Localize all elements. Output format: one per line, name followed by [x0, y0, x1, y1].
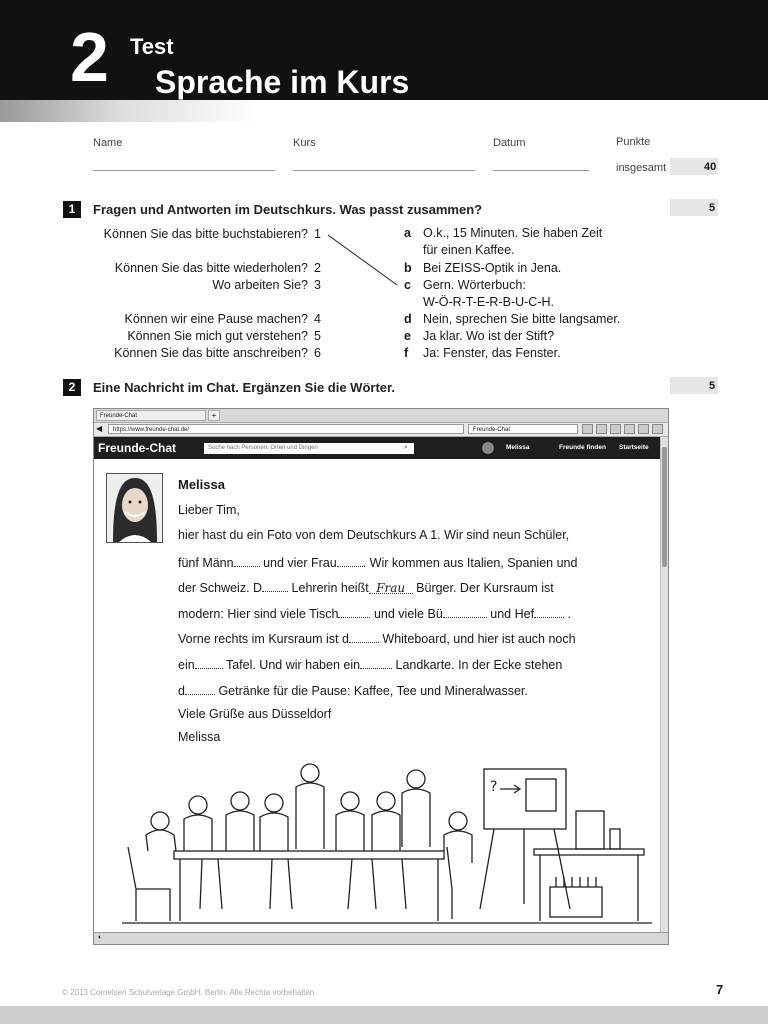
answer-b-letter: b — [404, 261, 412, 275]
answer-c-text-2: W-Ö-R-T-E-R-B-U-C-H. — [423, 295, 554, 309]
message-line-6 — [178, 656, 562, 672]
bookmark-icon[interactable] — [610, 424, 621, 434]
gap-5[interactable] — [338, 605, 370, 618]
line-4-part-a: modern: Hier sind viele Tisch — [178, 607, 339, 621]
message-line-7 — [178, 682, 528, 698]
answer-c-text: Gern. Wörterbuch: — [423, 278, 526, 292]
site-logo[interactable]: Freunde-Chat — [98, 441, 176, 455]
new-tab-button[interactable]: + — [208, 410, 220, 421]
page-title: Sprache im Kurs — [155, 64, 410, 100]
line-3-part-b: Lehrerin heißt — [291, 581, 369, 595]
handwritten-answer: Frau — [376, 581, 406, 595]
download-icon[interactable] — [582, 424, 593, 434]
settings-icon[interactable] — [652, 424, 663, 434]
punkte-label: Punkte — [616, 136, 651, 148]
question-1: Können Sie das bitte buchstabieren? — [103, 227, 308, 241]
gap-4[interactable] — [369, 581, 413, 594]
answer-e-letter: e — [404, 329, 411, 343]
total-points: 40 — [704, 161, 717, 173]
answer-b-text: Bei ZEISS-Optik in Jena. — [423, 261, 562, 275]
header-shadow — [0, 100, 768, 122]
question-4: Können wir eine Pause machen? — [124, 312, 308, 326]
message-line-2 — [178, 554, 577, 570]
answer-f-text: Ja: Fenster, das Fenster. — [423, 346, 561, 360]
line-2-part-b: und vier Frau — [263, 556, 337, 570]
tab-bar — [94, 409, 668, 423]
datum-field[interactable] — [493, 170, 589, 171]
gap-9[interactable] — [195, 656, 223, 669]
kurs-field[interactable] — [293, 170, 475, 171]
line-6-part-a: ein — [178, 658, 195, 672]
question-5-number: 5 — [314, 329, 321, 343]
answer-a-text: O.k., 15 Minuten. Sie haben Zeit — [423, 226, 603, 240]
line-6-part-b: Tafel. Und wir haben ein — [225, 658, 361, 672]
svg-text:?: ? — [490, 779, 498, 795]
gap-3[interactable] — [262, 579, 288, 592]
message-greeting: Lieber Tim, — [178, 503, 240, 517]
test-number: 2 — [70, 18, 109, 96]
line-4-part-d: . — [567, 607, 572, 621]
status-icon[interactable]: ◐ — [98, 934, 103, 941]
copyright: © 2013 Cornelsen Schulverlage GmbH, Berlin. Alle Rechte vorbehalten. — [62, 988, 317, 997]
message-line-5 — [178, 630, 576, 646]
section-2-title: Eine Nachricht im Chat. Ergänzen Sie die Wörter. — [93, 380, 395, 395]
scrollbar-thumb[interactable] — [662, 447, 667, 567]
bottom-bar — [0, 1006, 768, 1024]
section-2-number: 2 — [63, 379, 81, 396]
answer-f-letter: f — [404, 346, 409, 360]
line-3-part-a: der Schweiz. D — [178, 581, 263, 595]
status-bar — [94, 932, 668, 945]
line-3-part-c: Bürger. Der Kursraum ist — [416, 581, 554, 595]
answer-a-text-2: für einen Kaffee. — [423, 243, 515, 257]
classroom-illustration — [122, 759, 652, 929]
url-input[interactable]: https://www.freunde-chat.de/ — [108, 424, 464, 434]
line-4-part-b: und viele Bü — [373, 607, 443, 621]
name-label: Name — [93, 137, 123, 149]
browser-tab[interactable]: Freunde-Chat — [96, 410, 206, 421]
answer-e-text: Ja klar. Wo ist der Stift? — [423, 329, 555, 343]
browser-search-input[interactable]: Freunde-Chat — [468, 424, 578, 434]
question-2: Können Sie das bitte wiederholen? — [114, 261, 308, 275]
insgesamt-label: insgesamt — [616, 162, 667, 174]
section-1-number: 1 — [63, 201, 81, 218]
home-icon[interactable] — [596, 424, 607, 434]
browser-window — [93, 408, 669, 945]
message-sender: Melissa — [178, 477, 225, 492]
answer-d-text: Nein, sprechen Sie bitte langsamer. — [423, 312, 621, 326]
line-4-part-c: und Hef — [490, 607, 535, 621]
gap-11[interactable] — [185, 682, 215, 695]
message-signature: Melissa — [178, 730, 221, 744]
section-1-title: Fragen und Antworten im Deutschkurs. Was passt zusammen? — [93, 202, 483, 217]
message-closing: Viele Grüße aus Düsseldorf — [178, 707, 332, 721]
message-line-4 — [178, 605, 571, 621]
back-icon[interactable]: ◀ — [96, 424, 103, 433]
gap-2[interactable] — [337, 554, 363, 567]
question-1-number: 1 — [314, 227, 321, 241]
search-icon[interactable]: ⌕ — [404, 444, 408, 451]
nav-bar — [94, 423, 668, 437]
line-5-part-a: Vorne rechts im Kursraum ist d — [178, 632, 349, 646]
question-5: Können Sie mich gut verstehen? — [127, 329, 308, 343]
window-icon[interactable] — [638, 424, 649, 434]
question-2-number: 2 — [314, 261, 321, 275]
menu-icon[interactable] — [624, 424, 635, 434]
question-6: Können Sie das bitte anschreiben? — [114, 346, 308, 360]
line-2-part-c: . Wir kommen aus Italien, Spanien und — [362, 556, 578, 570]
nav-find-friends[interactable]: Freunde finden — [559, 444, 606, 451]
message-line-3 — [178, 579, 554, 595]
answer-connector-line — [325, 230, 400, 290]
question-6-number: 6 — [314, 346, 321, 360]
section-2-points: 5 — [709, 380, 716, 392]
gap-8[interactable] — [349, 630, 379, 643]
nav-home[interactable]: Startseite — [619, 444, 649, 451]
page-number: 7 — [716, 982, 724, 997]
kurs-label: Kurs — [293, 137, 316, 149]
datum-label: Datum — [493, 137, 526, 149]
user-avatar-icon[interactable] — [482, 442, 494, 454]
answer-c-letter: c — [404, 278, 411, 292]
name-field[interactable] — [93, 170, 275, 171]
line-5-part-b: Whiteboard, und hier ist auch noch — [382, 632, 576, 646]
gap-6[interactable] — [443, 605, 487, 618]
line-7-part-a: d — [178, 684, 185, 698]
message-line-1: hier hast du ein Foto von dem Deutschkurs A 1. Wir sind neun Schüler, — [178, 528, 570, 542]
answer-d-letter: d — [404, 312, 412, 326]
question-3-number: 3 — [314, 278, 321, 292]
site-search-input[interactable]: Suche nach Personen, Orten und Dingen — [204, 443, 414, 454]
question-4-number: 4 — [314, 312, 321, 326]
section-1-points: 5 — [709, 202, 716, 214]
line-2-part-a: fünf Männ — [178, 556, 234, 570]
scrollbar[interactable] — [660, 437, 669, 932]
site-header — [94, 437, 660, 459]
nav-user[interactable]: Melissa — [506, 444, 530, 451]
test-label: Test — [130, 34, 174, 59]
gap-7[interactable] — [534, 605, 564, 618]
answer-a-letter: a — [404, 226, 411, 240]
line-7-part-b: Getränke für die Pause: Kaffee, Tee und Mineralwasser. — [218, 684, 528, 698]
line-6-part-c: Landkarte. In der Ecke stehen — [395, 658, 563, 672]
gap-1[interactable] — [234, 554, 260, 567]
question-3: Wo arbeiten Sie? — [212, 278, 308, 292]
profile-photo — [106, 473, 163, 543]
gap-10[interactable] — [360, 656, 392, 669]
